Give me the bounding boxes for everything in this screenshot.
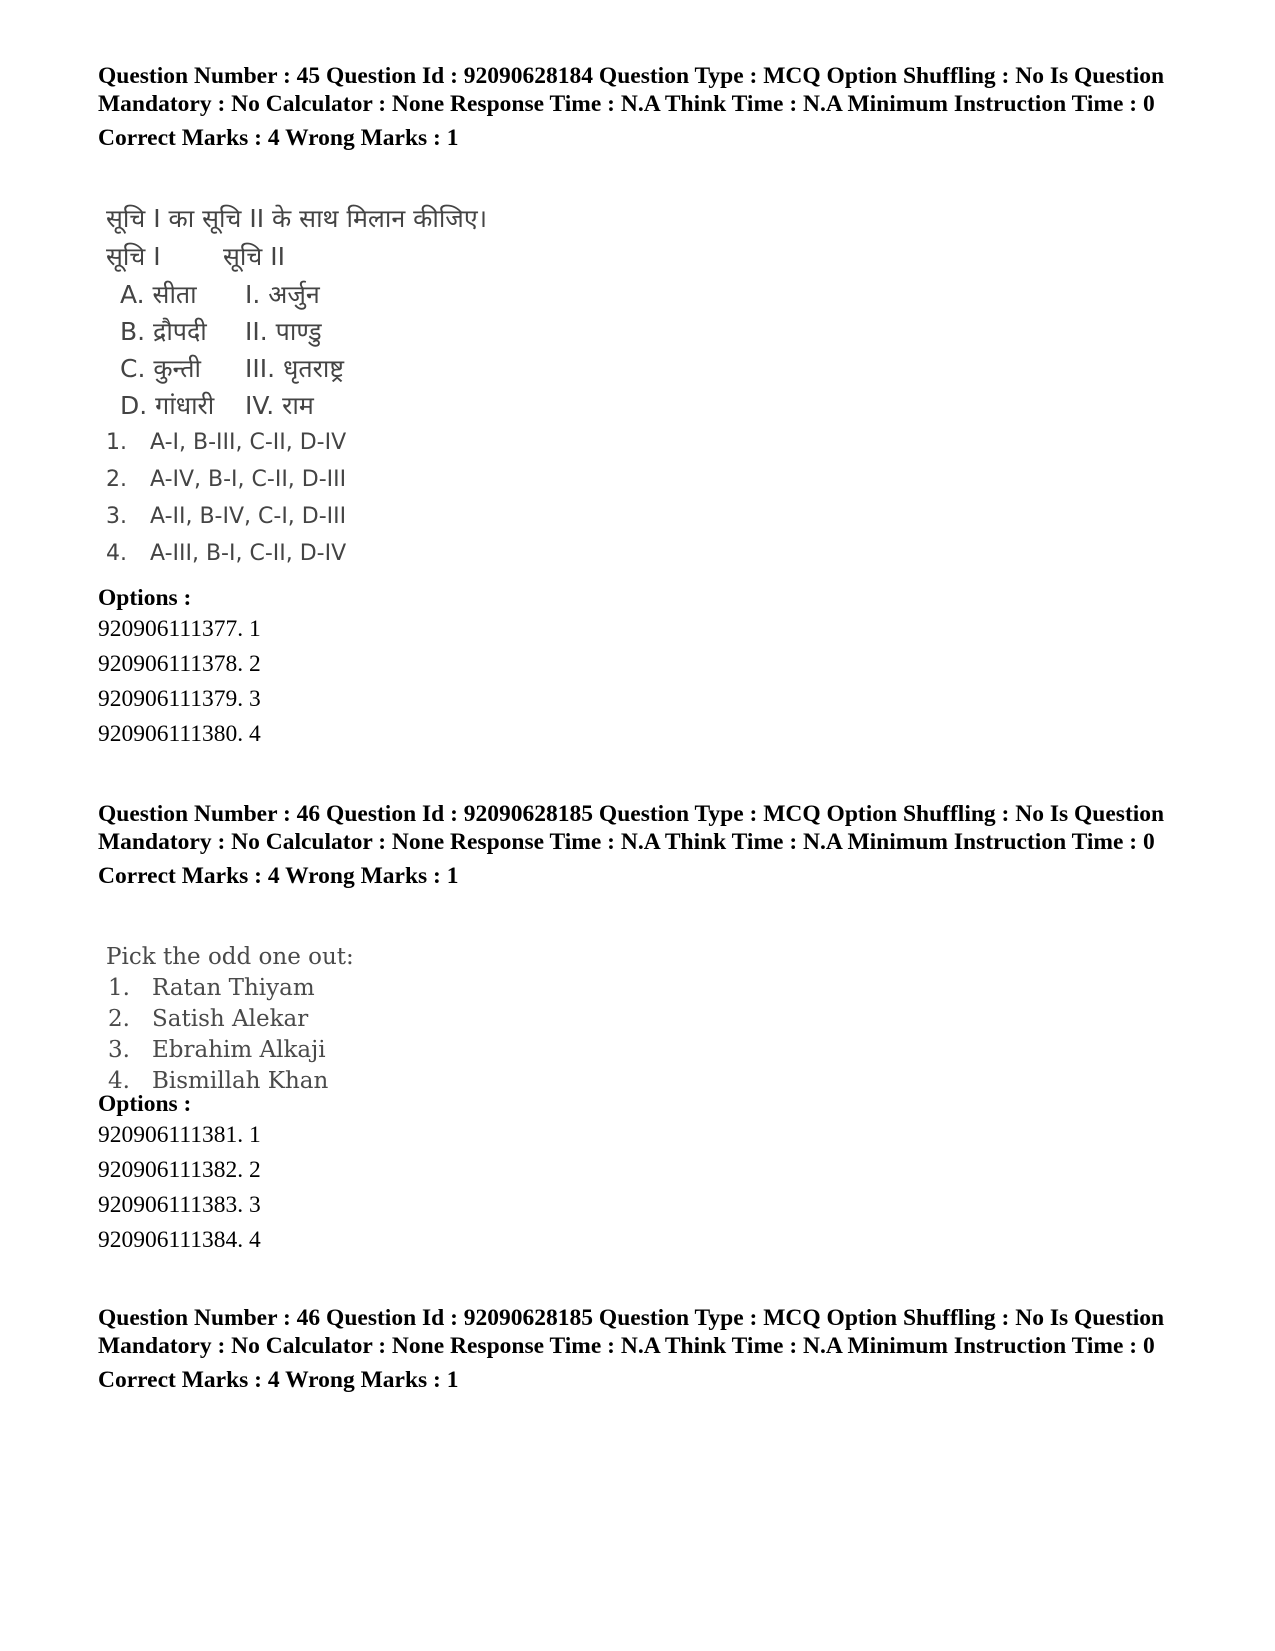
match-pair bbox=[106, 350, 487, 387]
answer-choice bbox=[106, 535, 487, 572]
answer-number: 3. bbox=[106, 504, 127, 529]
list-header-right: सूचि II bbox=[223, 242, 285, 271]
question-prompt: सूचि I का सूचि II के साथ मिलान कीजिए। bbox=[106, 204, 488, 233]
option-item: 920906111379. 3 bbox=[98, 686, 261, 712]
answer-choice bbox=[106, 424, 487, 461]
question-meta: Question Number : 46 Question Id : 92090628185 Question Type : MCQ Option Shuffling : No Is Question Mandatory : No Calculator : None Response Time : N.A Think Time : N.A Minimum Instruction Time : 0 bbox=[98, 801, 1165, 855]
option-item: 920906111384. 4 bbox=[98, 1227, 261, 1253]
question-meta: Question Number : 45 Question Id : 92090628184 Question Type : MCQ Option Shuffling : No Is Question Mandatory : No Calculator : None Response Time : N.A Think Time : N.A Minimum Instruction Time : 0 bbox=[98, 63, 1165, 117]
match-pair bbox=[106, 313, 487, 350]
answer-text: A-III, B-I, C-II, D-IV bbox=[150, 541, 347, 566]
answer-number: 4. bbox=[106, 541, 127, 566]
question-45-options bbox=[98, 584, 1198, 752]
question-45-header bbox=[98, 62, 1198, 152]
pair-right: II. पाण्डु bbox=[245, 317, 322, 346]
option-item: 920906111377. 1 bbox=[98, 616, 261, 642]
question-46-body bbox=[106, 942, 354, 1097]
answer-text: Satish Alekar bbox=[152, 1006, 309, 1032]
pair-left: B. द्रौपदी bbox=[120, 317, 207, 346]
question-46-options bbox=[98, 1090, 1198, 1258]
answer-choice bbox=[106, 461, 487, 498]
option-item: 920906111378. 2 bbox=[98, 651, 261, 677]
option-item: 920906111382. 2 bbox=[98, 1157, 261, 1183]
options-label: Options : bbox=[98, 1091, 192, 1117]
question-marks: Correct Marks : 4 Wrong Marks : 1 bbox=[98, 863, 459, 889]
list-header bbox=[106, 238, 487, 276]
pair-left: A. सीता bbox=[120, 280, 197, 309]
pair-left: D. गांधारी bbox=[120, 391, 215, 420]
pair-right: I. अर्जुन bbox=[245, 280, 320, 309]
question-marks: Correct Marks : 4 Wrong Marks : 1 bbox=[98, 125, 459, 151]
answer-text: A-II, B-IV, C-I, D-III bbox=[150, 504, 347, 529]
question-46-header bbox=[98, 800, 1198, 890]
answer-text: Ratan Thiyam bbox=[152, 975, 315, 1001]
answer-choice bbox=[106, 498, 487, 535]
question-prompt: Pick the odd one out: bbox=[106, 944, 354, 970]
question-marks: Correct Marks : 4 Wrong Marks : 1 bbox=[98, 1367, 459, 1393]
options-label: Options : bbox=[98, 585, 192, 611]
option-item: 920906111381. 1 bbox=[98, 1122, 261, 1148]
answer-number: 2. bbox=[106, 467, 127, 492]
pair-left: C. कुन्ती bbox=[120, 354, 201, 383]
option-item: 920906111383. 3 bbox=[98, 1192, 261, 1218]
answer-number: 1. bbox=[106, 430, 127, 455]
list-header-left: सूचि I bbox=[106, 242, 161, 271]
pair-right: IV. राम bbox=[245, 391, 314, 420]
answer-number: 2. bbox=[108, 1006, 130, 1032]
match-pair bbox=[106, 276, 487, 313]
question-45-body bbox=[106, 200, 487, 572]
option-item: 920906111380. 4 bbox=[98, 721, 261, 747]
answer-text: A-I, B-III, C-II, D-IV bbox=[150, 430, 347, 455]
pair-right: III. धृतराष्ट्र bbox=[245, 354, 344, 383]
answer-text: Bismillah Khan bbox=[152, 1068, 329, 1094]
answer-number: 1. bbox=[108, 975, 130, 1001]
match-pair bbox=[106, 387, 487, 424]
answer-text: Ebrahim Alkaji bbox=[152, 1037, 326, 1063]
answer-choice bbox=[106, 1004, 354, 1035]
answer-choice bbox=[106, 1035, 354, 1066]
answer-text: A-IV, B-I, C-II, D-III bbox=[150, 467, 347, 492]
answer-choice bbox=[106, 973, 354, 1004]
answer-number: 3. bbox=[108, 1037, 130, 1063]
question-46-repeat-header bbox=[98, 1304, 1198, 1394]
answer-number: 4. bbox=[108, 1068, 130, 1094]
question-meta: Question Number : 46 Question Id : 92090628185 Question Type : MCQ Option Shuffling : No Is Question Mandatory : No Calculator : None Response Time : N.A Think Time : N.A Minimum Instruction Time : 0 bbox=[98, 1305, 1165, 1359]
